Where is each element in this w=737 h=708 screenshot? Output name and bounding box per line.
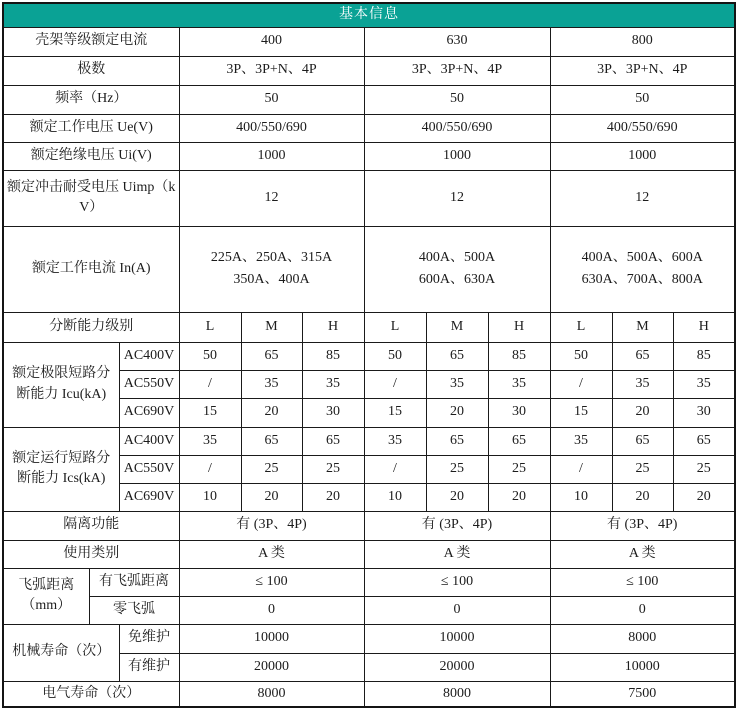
arc-zero-label: 零飞弧	[89, 596, 179, 624]
table-row	[3, 342, 735, 370]
table-row	[3, 85, 735, 114]
ics-value: /	[364, 455, 426, 483]
icu-value: 20	[612, 398, 673, 427]
in-current-value-line1: 400A、500A、600A	[581, 249, 703, 265]
icu-label	[3, 342, 119, 427]
arc-value: 0	[179, 596, 364, 624]
breaking-level-value: L	[364, 312, 426, 342]
ics-value: 20	[241, 483, 302, 511]
category-label: 使用类别	[3, 540, 179, 568]
icu-value: 85	[673, 342, 735, 370]
ics-value: 25	[241, 455, 302, 483]
ics-value: 35	[550, 427, 612, 455]
icu-value: 65	[612, 342, 673, 370]
arc-distance-label-text: 飞弧距离（mm）	[18, 577, 75, 613]
in-current-value	[179, 226, 364, 312]
in-current-label: 额定工作电流 In(A)	[3, 226, 179, 312]
icu-value: 50	[550, 342, 612, 370]
isolation-value: 有 (3P、4P)	[179, 511, 364, 540]
ics-value: 65	[426, 427, 488, 455]
ue-value: 400/550/690	[550, 114, 735, 142]
ue-value: 400/550/690	[179, 114, 364, 142]
ics-value: 25	[612, 455, 673, 483]
arc-with-label: 有飞弧距离	[89, 568, 179, 596]
category-value: A 类	[179, 540, 364, 568]
frequency-label: 频率（Hz）	[3, 85, 179, 114]
arc-distance-label	[3, 568, 89, 624]
icu-value: 65	[426, 342, 488, 370]
arc-value: ≤ 100	[179, 568, 364, 596]
breaking-level-value: M	[241, 312, 302, 342]
uimp-value: 12	[550, 170, 735, 226]
uimp-value: 12	[364, 170, 550, 226]
arc-value: ≤ 100	[364, 568, 550, 596]
ics-label-text: 额定运行短路分断能力 Ics(kA)	[12, 450, 111, 486]
frame-current-value: 800	[550, 27, 735, 56]
frame-current-label: 壳架等级额定电流	[3, 27, 179, 56]
isolation-value: 有 (3P、4P)	[364, 511, 550, 540]
isolation-value: 有 (3P、4P)	[550, 511, 735, 540]
ics-value: 20	[302, 483, 364, 511]
mech-life-value: 8000	[550, 624, 735, 653]
in-current-value-line2: 350A、400A	[233, 272, 310, 287]
uimp-value: 12	[179, 170, 364, 226]
ics-value: 25	[426, 455, 488, 483]
icu-value: 50	[364, 342, 426, 370]
ics-value: 65	[488, 427, 550, 455]
arc-value: 0	[550, 596, 735, 624]
breaking-level-value: H	[673, 312, 735, 342]
ics-value: 25	[673, 455, 735, 483]
ics-value: 10	[550, 483, 612, 511]
breaking-level-label: 分断能力级别	[3, 312, 179, 342]
breaking-level-value: L	[550, 312, 612, 342]
ics-value: /	[179, 455, 241, 483]
icu-value: /	[550, 370, 612, 398]
ue-value: 400/550/690	[364, 114, 550, 142]
icu-value: 15	[179, 398, 241, 427]
icu-ac400v-label: AC400V	[119, 342, 179, 370]
breaking-level-value: L	[179, 312, 241, 342]
table-title: 基本信息	[3, 3, 735, 27]
arc-value: 0	[364, 596, 550, 624]
ui-value: 1000	[179, 142, 364, 170]
frame-current-value: 630	[364, 27, 550, 56]
mech-life-value: 20000	[179, 653, 364, 681]
icu-value: 20	[426, 398, 488, 427]
icu-value: 35	[673, 370, 735, 398]
icu-value: 50	[179, 342, 241, 370]
frequency-value: 50	[550, 85, 735, 114]
icu-value: 35	[241, 370, 302, 398]
in-current-value-line1: 400A、500A	[418, 249, 496, 265]
category-value: A 类	[364, 540, 550, 568]
mech-life-value: 10000	[364, 624, 550, 653]
elec-life-label: 电气寿命（次）	[3, 681, 179, 707]
ui-label: 额定绝缘电压 Ui(V)	[3, 142, 179, 170]
uimp-label: 额定冲击耐受电压 Uimp（kV）	[3, 170, 179, 226]
in-current-value-line2: 600A、630A	[418, 272, 496, 287]
breaking-level-value: M	[426, 312, 488, 342]
ics-value: 35	[179, 427, 241, 455]
icu-ac690v-label: AC690V	[119, 398, 179, 427]
ics-ac690v-label: AC690V	[119, 483, 179, 511]
ics-value: 20	[673, 483, 735, 511]
icu-value: 35	[488, 370, 550, 398]
poles-value: 3P、3P+N、4P	[364, 56, 550, 85]
ue-label: 额定工作电压 Ue(V)	[3, 114, 179, 142]
icu-value: 15	[550, 398, 612, 427]
poles-label: 极数	[3, 56, 179, 85]
ics-value: 10	[179, 483, 241, 511]
ics-value: 20	[612, 483, 673, 511]
icu-label-text: 额定极限短路分断能力 Icu(kA)	[12, 366, 111, 402]
icu-value: 35	[612, 370, 673, 398]
icu-value: 15	[364, 398, 426, 427]
table-row	[3, 427, 735, 455]
table-row	[3, 681, 735, 707]
in-current-value-line1: 225A、250A、315A	[210, 249, 333, 265]
mech-life-label	[3, 624, 119, 681]
table-row	[3, 511, 735, 540]
ics-value: 65	[241, 427, 302, 455]
elec-life-value: 8000	[179, 681, 364, 707]
mech-maintfree-label: 免维护	[119, 624, 179, 653]
table-row	[3, 568, 735, 596]
ics-label	[3, 427, 119, 511]
isolation-label: 隔离功能	[3, 511, 179, 540]
breaking-level-value: H	[488, 312, 550, 342]
mech-life-value: 20000	[364, 653, 550, 681]
table-row	[3, 596, 735, 624]
ics-value: 20	[426, 483, 488, 511]
ui-value: 1000	[550, 142, 735, 170]
elec-life-value: 7500	[550, 681, 735, 707]
table-row	[3, 312, 735, 342]
ics-value: 65	[673, 427, 735, 455]
in-current-value	[550, 226, 735, 312]
icu-value: 20	[241, 398, 302, 427]
icu-value: 30	[673, 398, 735, 427]
table-row	[3, 540, 735, 568]
table-row	[3, 170, 735, 226]
table-row	[3, 114, 735, 142]
ics-value: 20	[488, 483, 550, 511]
in-current-value-line2: 630A、700A、800A	[581, 272, 703, 287]
frequency-value: 50	[179, 85, 364, 114]
frequency-value: 50	[364, 85, 550, 114]
ics-value: 25	[488, 455, 550, 483]
category-value: A 类	[550, 540, 735, 568]
table-row	[3, 624, 735, 653]
mech-life-value: 10000	[550, 653, 735, 681]
icu-value: /	[179, 370, 241, 398]
ics-value: 65	[302, 427, 364, 455]
ics-value: 35	[364, 427, 426, 455]
table-row	[3, 142, 735, 170]
elec-life-value: 8000	[364, 681, 550, 707]
mech-life-label-text: 机械寿命（次）	[12, 644, 111, 660]
mech-life-value: 10000	[179, 624, 364, 653]
ics-value: /	[550, 455, 612, 483]
icu-value: 35	[302, 370, 364, 398]
icu-value: 85	[488, 342, 550, 370]
icu-value: 30	[488, 398, 550, 427]
icu-ac550v-label: AC550V	[119, 370, 179, 398]
icu-value: 30	[302, 398, 364, 427]
icu-value: /	[364, 370, 426, 398]
in-current-value	[364, 226, 550, 312]
mech-maint-label: 有维护	[119, 653, 179, 681]
icu-value: 85	[302, 342, 364, 370]
icu-value: 65	[241, 342, 302, 370]
breaking-level-value: H	[302, 312, 364, 342]
breaking-level-value: M	[612, 312, 673, 342]
ics-value: 10	[364, 483, 426, 511]
frame-current-value: 400	[179, 27, 364, 56]
ui-value: 1000	[364, 142, 550, 170]
arc-value: ≤ 100	[550, 568, 735, 596]
icu-value: 35	[426, 370, 488, 398]
poles-value: 3P、3P+N、4P	[550, 56, 735, 85]
table-row	[3, 226, 735, 312]
table-header-row	[3, 3, 735, 27]
ics-value: 25	[302, 455, 364, 483]
ics-ac400v-label: AC400V	[119, 427, 179, 455]
ics-ac550v-label: AC550V	[119, 455, 179, 483]
spec-table	[2, 2, 736, 708]
table-row	[3, 27, 735, 56]
table-row	[3, 56, 735, 85]
poles-value: 3P、3P+N、4P	[179, 56, 364, 85]
ics-value: 65	[612, 427, 673, 455]
